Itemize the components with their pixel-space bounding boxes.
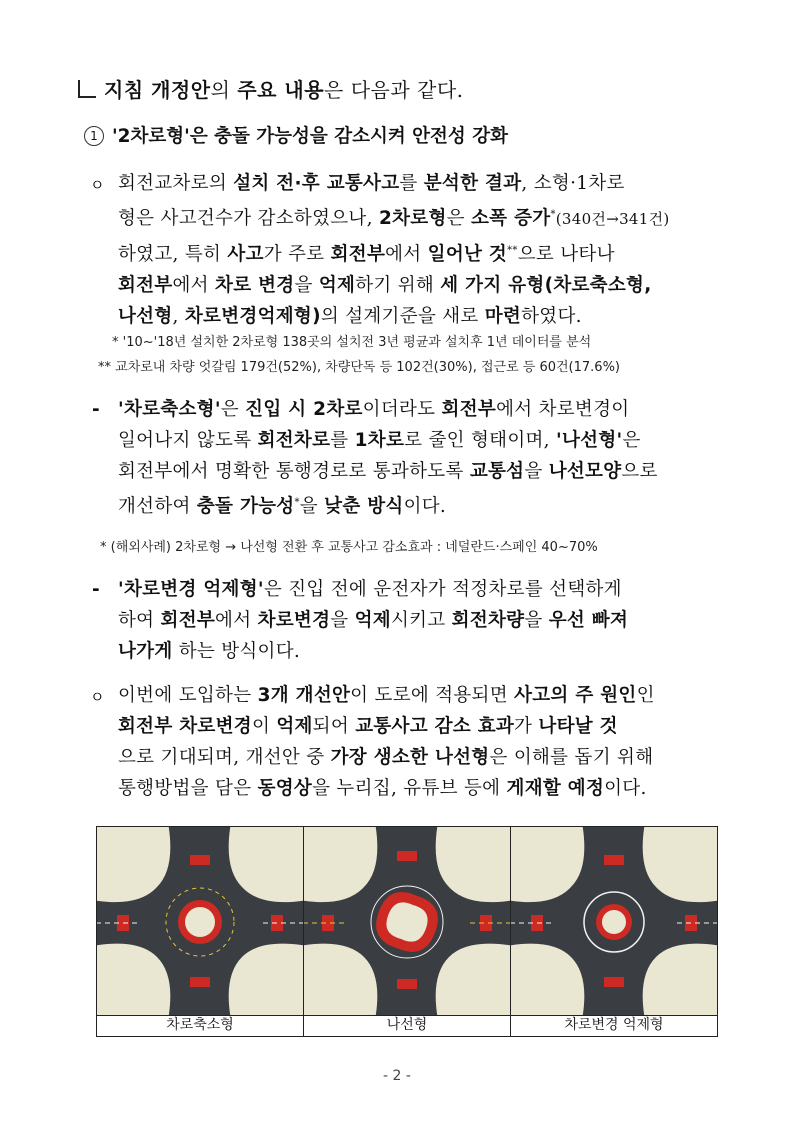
subheading: 1 '2차로형'은 충돌 가능성을 감소시켜 안전성 강화 bbox=[84, 122, 508, 148]
caption-lane-change-restriction: 차로변경 억제형 bbox=[564, 1017, 664, 1033]
page-number: - 2 - bbox=[383, 1068, 411, 1084]
paragraph-2: - '차로축소형'은 진입 시 2차로이더라도 회전부에서 차로변경이 일어나지 않도록 회전차로를 1차로로 줄인 형태이며, '나선형'은 회전부에서 명확한 통행경로로 통과하도록 교통섬을 나선모양으로 개선하여 충돌 가능성*을 낮춘 방식이다. bbox=[92, 394, 730, 522]
checkbox-square-icon bbox=[78, 80, 96, 98]
figure-captions bbox=[96, 1014, 718, 1037]
paragraph-3: - '차로변경 억제형'은 진입 전에 운전자가 적정차로를 선택하게 하여 회전부에서 차로변경을 억제시키고 회전차량을 우선 빠져 나가게 하는 방식이다. bbox=[92, 574, 730, 667]
circled-number: 1 bbox=[84, 126, 104, 146]
bullet-icon: ㅇ bbox=[90, 688, 105, 706]
footnote-2: ** 교차로내 차량 엇갈림 179건(52%), 차량단독 등 102건(30%), 접근로 등 60건(17.6%) bbox=[98, 360, 620, 375]
dash-marker: - bbox=[92, 579, 100, 600]
roundabout-image-lane-change-restriction bbox=[511, 827, 717, 1015]
roundabout-figure-table bbox=[96, 826, 718, 1016]
footnote-3: * (해외사례) 2차로형 → 나선형 전환 후 교통사고 감소효과 : 네덜란드·스페인 40~70% bbox=[100, 540, 598, 555]
paragraph-4: ㅇ 이번에 도입하는 3개 개선안이 도로에 적용되면 사고의 주 원인인 회전부 차로변경이 억제되어 교통사고 감소 효과가 나타날 것 으로 기대되며, 개선안 중 가장 생소한 나선형은 이해를 돕기 위해 통행방법을 담은 동영상을 누리집, 유튜브 등에 게재할 예정이다. bbox=[90, 680, 730, 804]
dash-marker: - bbox=[92, 399, 100, 420]
paragraph-1: ㅇ 회전교차로의 설치 전·후 교통사고를 분석한 결과, 소형·1차로 형은 사고건수가 감소하였으나, 2차로형은 소폭 증가*(340건→341건) 하였고, 특히 사고가 주로 회전부에서 일어난 것**으로 나타나 회전부에서 차로 변경을 억제하기 위해 세 가지 유형(차로축소형, 나선형, 차로변경억제형)의 설계기준을 새로 마련하였다. bbox=[90, 168, 730, 332]
footnote-1: * '10~'18년 설치한 2차로형 138곳의 설치전 3년 평균과 설치후 1년 데이터를 분석 bbox=[112, 335, 592, 350]
bullet-icon: ㅇ bbox=[90, 176, 105, 194]
section-heading: 지침 개정안의 주요 내용은 다음과 같다. bbox=[78, 74, 464, 103]
caption-lane-reduction: 차로축소형 bbox=[97, 1014, 304, 1036]
roundabout-image-spiral bbox=[304, 827, 511, 1015]
caption-spiral: 나선형 bbox=[304, 1014, 511, 1036]
roundabout-image-lane-reduction bbox=[97, 827, 304, 1015]
